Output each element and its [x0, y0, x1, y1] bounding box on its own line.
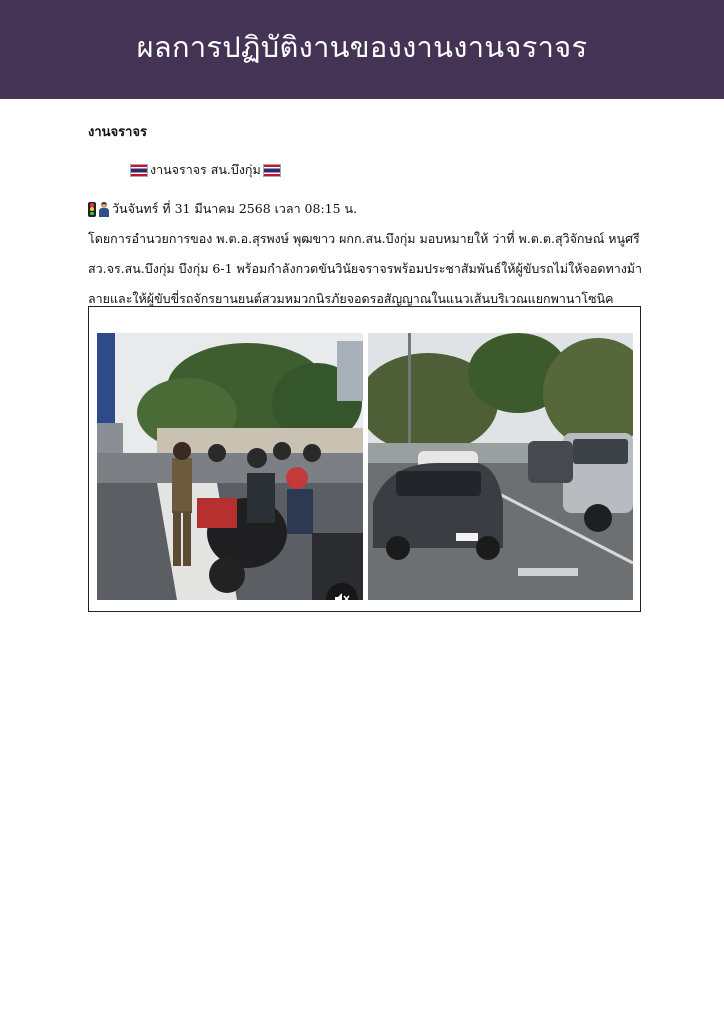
unit-line: [130, 160, 281, 180]
officer-with-motorcyclists-photo: [97, 333, 363, 600]
body-line: ลายและให้ผู้ขับขี่รถจักรยานยนต์สวมหมวกนิรภัยจอดรอสัญญาณในแนวเส้นบริเวณแยกพานาโซนิค: [88, 291, 614, 306]
page-title: ผลการปฏิบัติงานของงานงานจราจร: [136, 29, 588, 64]
thai-flag-icon: [263, 164, 281, 177]
traffic-light-icon: [88, 202, 96, 217]
body-line: โดยการอำนวยการของ พ.ต.อ.สุรพงษ์ พุฒขาว ผกก.สน.บึงกุ่ม มอบหมายให้ ว่าที่ พ.ต.ต.สุวิจักษณ์ หนูศรี: [88, 231, 640, 246]
unit-name: งานจราจร สน.บึงกุ่ม: [150, 162, 261, 177]
mute-icon: [334, 592, 350, 600]
post-body: [88, 224, 648, 314]
section-title: งานจราจร: [88, 125, 148, 140]
body-line: สว.จร.สน.บึงกุ่ม บึงกุ่ม 6-1 พร้อมกำลังกวดขันวินัยจราจรพร้อมประชาสัมพันธ์ให้ผู้ขับรถไม่ให้จอดทางม้า: [88, 261, 643, 276]
police-officer-icon: [99, 202, 109, 217]
photo-frame: [88, 306, 641, 612]
date-text: วันจันทร์ ที่ 31 มีนาคม 2568 เวลา 08:15 น.: [112, 201, 358, 216]
date-line: [88, 199, 357, 219]
cars-at-intersection-photo: [368, 333, 633, 600]
page-header: [0, 0, 724, 99]
thai-flag-icon: [130, 164, 148, 177]
